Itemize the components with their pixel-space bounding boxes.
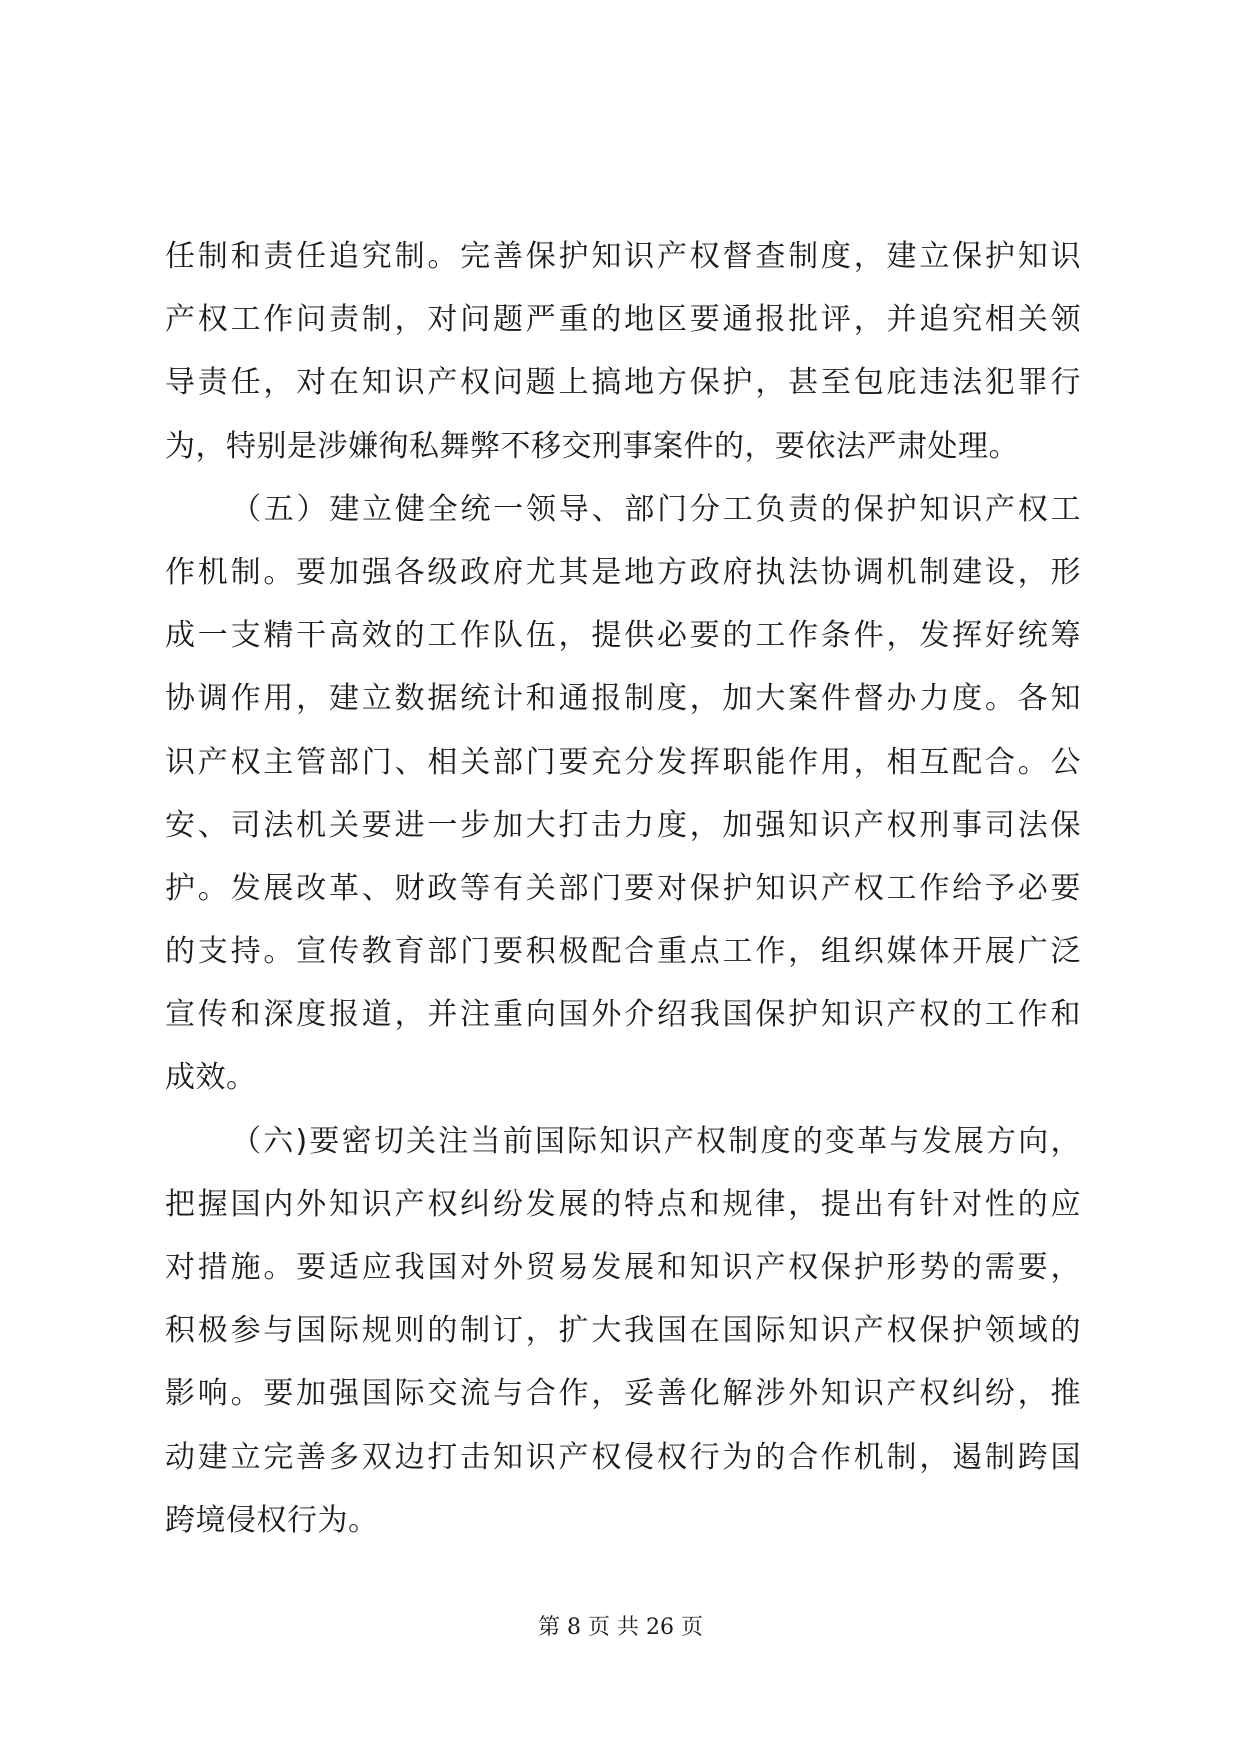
text-line: 安、司法机关要进一步加大打击力度，加强知识产权刑事司法保 bbox=[165, 807, 1081, 843]
text-line: 成一支精干高效的工作队伍，提供必要的工作条件，发挥好统筹 bbox=[165, 618, 1081, 654]
paragraph-5-heading-line: （五）建立健全统一领导、部门分工负责的保护知识产权工 bbox=[231, 491, 1081, 527]
text-line: 成效。 bbox=[165, 1060, 257, 1096]
paragraph-6-heading-line: （六)要密切关注当前国际知识产权制度的变革与发展方向， bbox=[231, 1123, 1081, 1159]
text-line: 导责任，对在知识产权问题上搞地方保护，甚至包庇违法犯罪行 bbox=[165, 365, 1081, 401]
text-line: 协调作用，建立数据统计和通报制度，加大案件督办力度。各知 bbox=[165, 681, 1081, 717]
text-line: 影响。要加强国际交流与合作，妥善化解涉外知识产权纠纷，推 bbox=[165, 1376, 1081, 1412]
text-line: 产权工作问责制，对问题严重的地区要通报批评，并追究相关领 bbox=[165, 302, 1081, 338]
text-line: 把握国内外知识产权纠纷发展的特点和规律，提出有针对性的应 bbox=[165, 1186, 1081, 1222]
text-line: 对措施。要适应我国对外贸易发展和知识产权保护形势的需要， bbox=[165, 1250, 1081, 1285]
text-line: 动建立完善多双边打击知识产权侵权行为的合作机制，遏制跨国 bbox=[165, 1439, 1081, 1475]
text-line: 积极参与国际规则的制订，扩大我国在国际知识产权保护领域的 bbox=[165, 1313, 1081, 1349]
text-line: 识产权主管部门、相关部门要充分发挥职能作用，相互配合。公 bbox=[165, 744, 1081, 780]
text-line: 护。发展改革、财政等有关部门要对保护知识产权工作给予必要 bbox=[165, 870, 1081, 906]
text-line: 作机制。要加强各级政府尤其是地方政府执法协调机制建设，形 bbox=[165, 554, 1081, 590]
text-line: 任制和责任追究制。完善保护知识产权督查制度，建立保护知识 bbox=[165, 239, 1081, 274]
text-line: 为，特别是涉嫌徇私舞弊不移交刑事案件的，要依法严肃处理。 bbox=[165, 428, 1019, 464]
text-line: 宣传和深度报道，并注重向国外介绍我国保护知识产权的工作和 bbox=[165, 997, 1081, 1033]
text-line: 跨境侵权行为。 bbox=[165, 1502, 379, 1538]
page-number-footer: 第 8 页 共 26 页 bbox=[538, 1615, 703, 1640]
text-line: 的支持。宣传教育部门要积极配合重点工作，组织媒体开展广泛 bbox=[165, 934, 1081, 970]
body-text bbox=[165, 225, 1081, 1552]
